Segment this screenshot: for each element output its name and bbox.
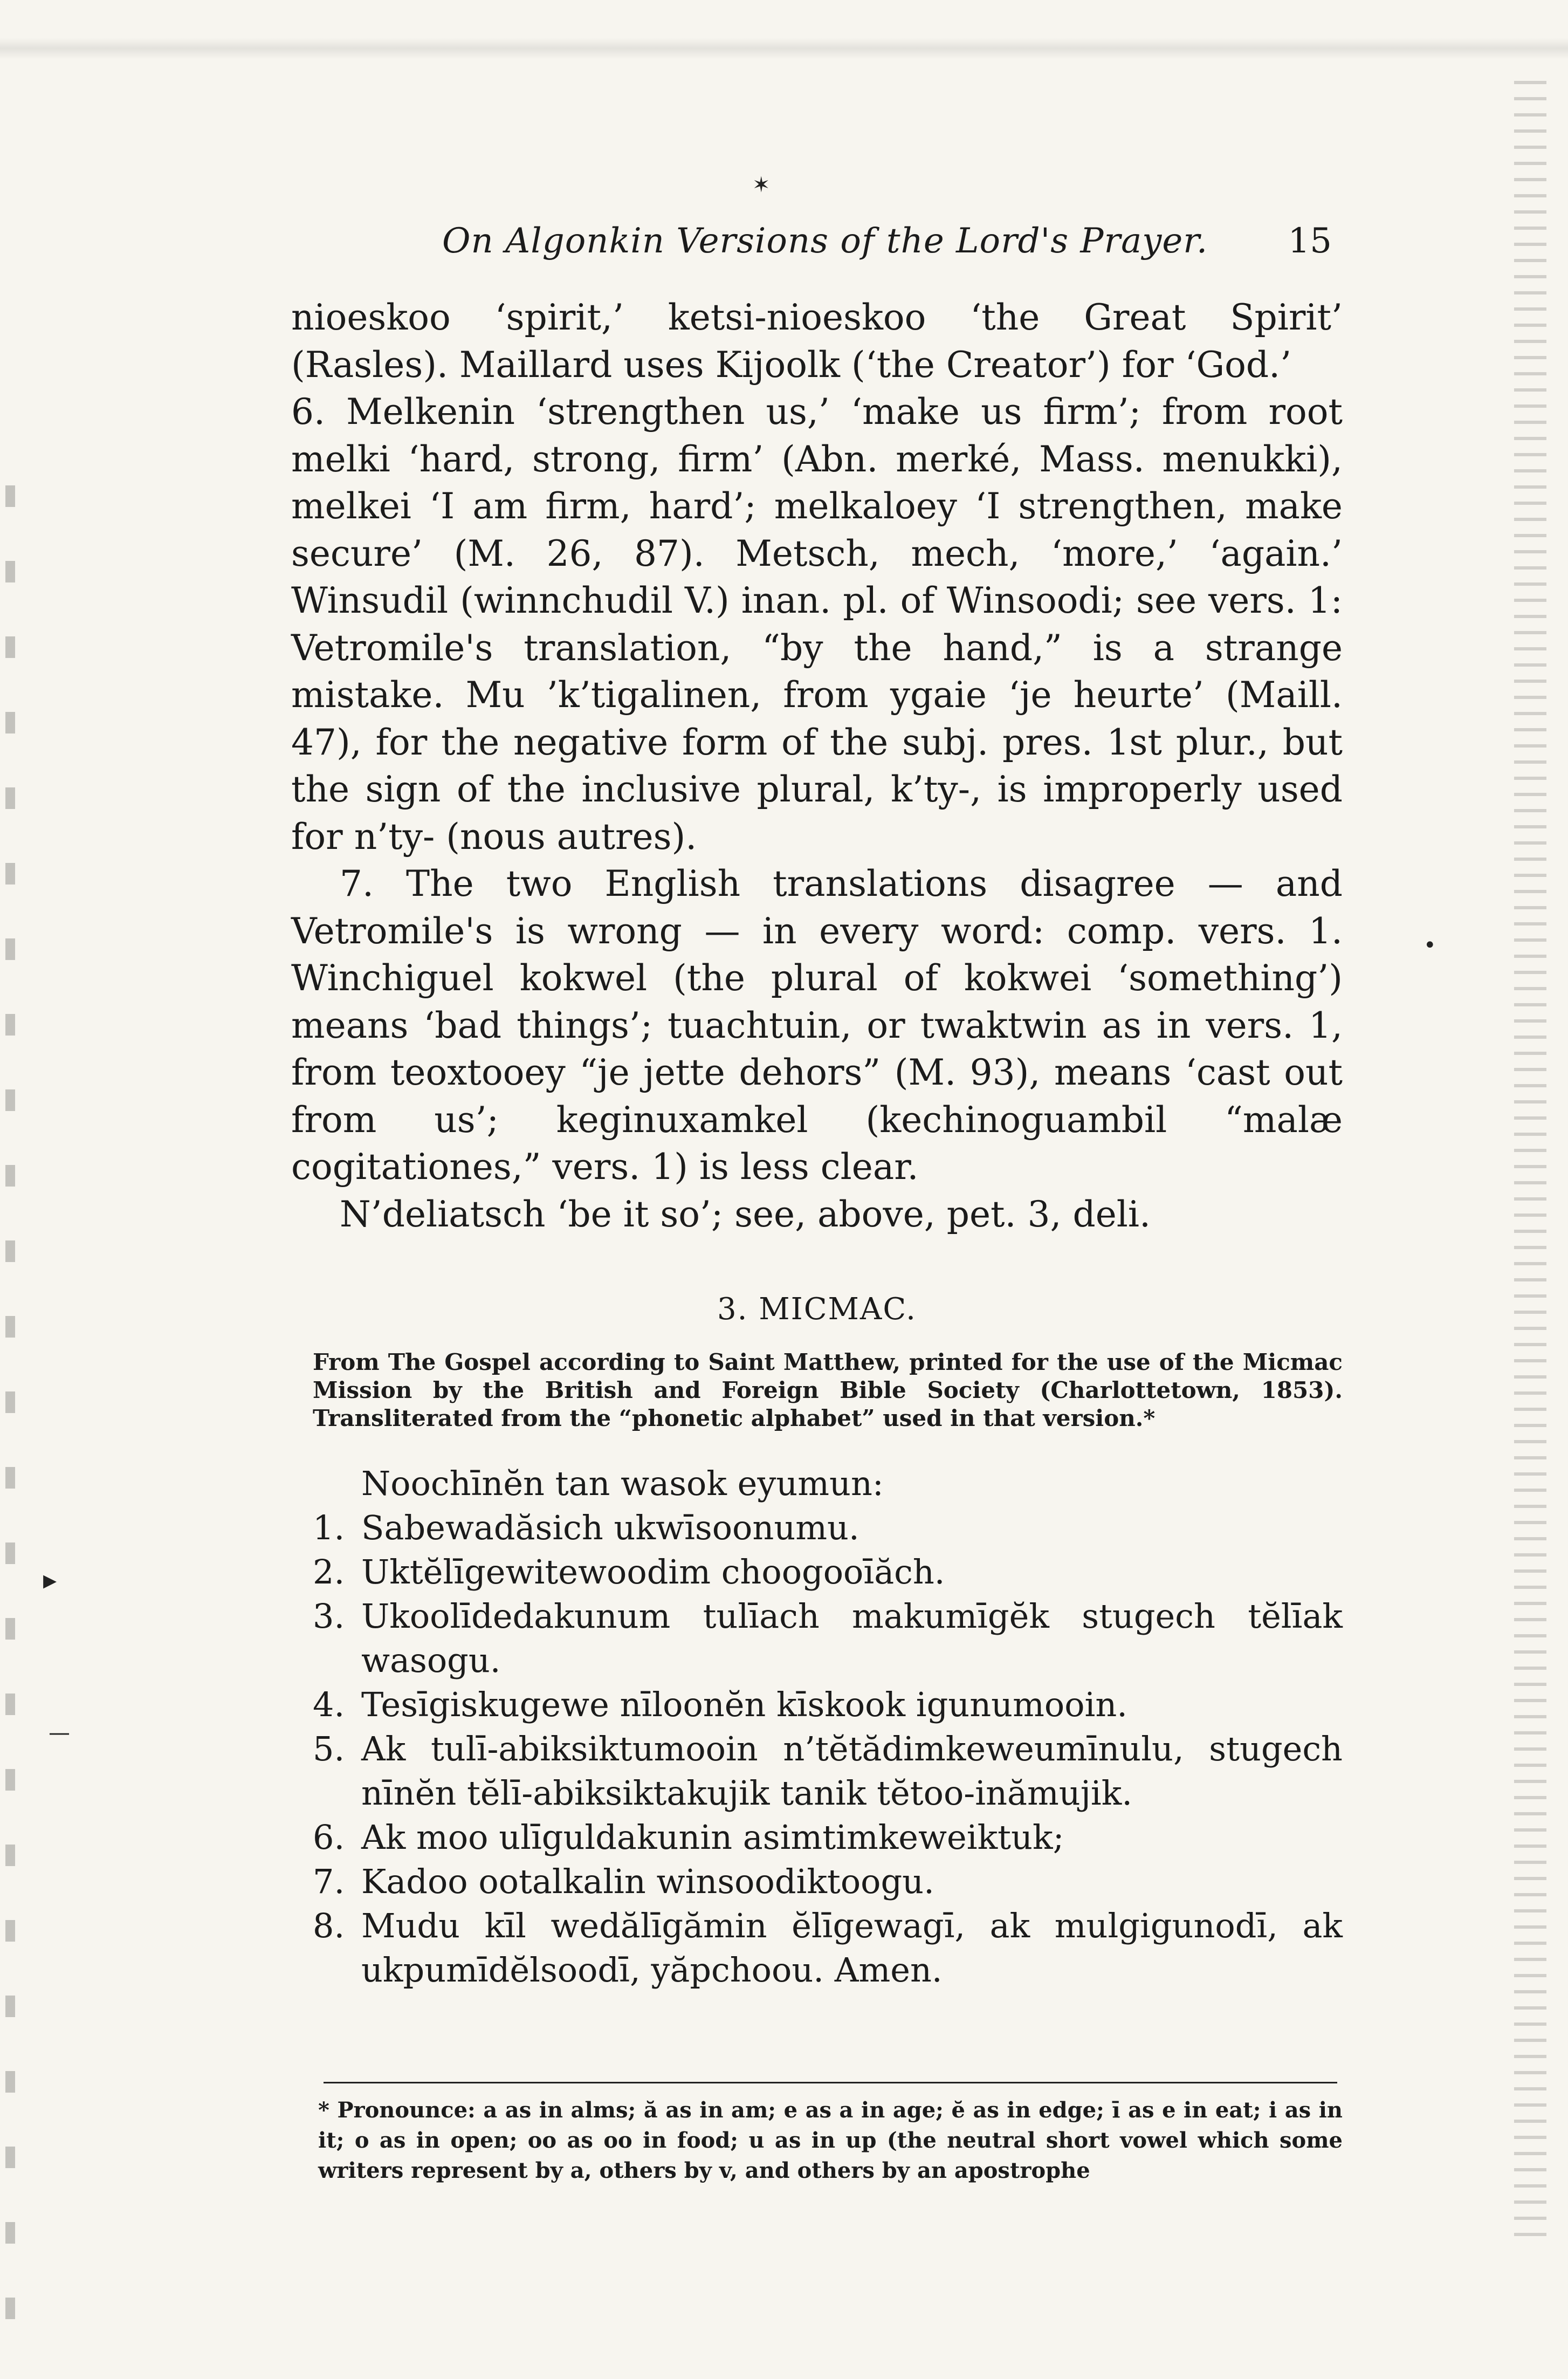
prayer-line-text: Ak tulī-abiksiktumooin n’tĕtădimkeweumīnulu, stugech nīnĕn tĕlī-abiksiktakujik tanik tĕtoo-inămujik. [361, 1729, 1343, 1813]
prayer-line-number: 8. [313, 1906, 345, 1945]
prayer-line-number: 7. [313, 1862, 345, 1901]
prayer-line-number: 6. [313, 1818, 345, 1857]
prayer-line-text: Uktĕlīgewitewoodim choogooīăch. [361, 1552, 945, 1592]
page-right-edge-shadow [1514, 81, 1546, 2238]
prayer-line-text: Mudu kīl wedălīgămin ĕlīgewagī, ak mulgigunodī, ak ukpumīdĕlsoodī, yăpchoou. Amen. [361, 1906, 1343, 1990]
prayer-line [313, 1815, 1343, 1860]
source-note: From The Gospel according to Saint Matthew, printed for the use of the Micmac Mission by the British and Foreign Bible Society (Charlottetown, 1853). Transliterated from the “phonetic alphabet” used in that version.* [313, 1349, 1343, 1431]
prayer-line-number: 1. [313, 1508, 345, 1547]
prayer-line-number: 3. [313, 1596, 345, 1636]
prayer-line-number: 2. [313, 1552, 345, 1592]
prayer-line [313, 1594, 1343, 1683]
prayer-line [313, 1860, 1343, 1904]
prayer-line-text: Tesīgiskugewe nīloonĕn kīskook igunumooin. [361, 1685, 1128, 1724]
page-top-edge-shadow [0, 38, 1568, 59]
prayer-line-number: 5. [313, 1729, 345, 1768]
page-left-edge-shadow [5, 485, 15, 2319]
prayer-line-text: Kadoo ootalkalin winsoodiktoogu. [361, 1862, 934, 1901]
prayer-line-text: Sabewadăsich ukwīsoonumu. [361, 1508, 859, 1547]
running-title: On Algonkin Versions of the Lord's Prayer. [442, 221, 1208, 261]
footnote-rule [324, 2082, 1337, 2083]
footnote: * Pronounce: a as in alms; ă as in am; e as a in age; ĕ as in edge; ī as e in eat; i as in it; o as in open; oo as oo in food; u as in up (the neutral short vowel which some writers represent by a, others by v, and others by an apostrophe [318, 2097, 1343, 2183]
body-text [291, 294, 1343, 1238]
prayer-line-text: Ukoolīdedakunum tulīach makumīgĕk stugech tĕlīak wasogu. [361, 1596, 1343, 1680]
ink-mark: ✶ [752, 173, 771, 197]
prayer-line [313, 1550, 1343, 1594]
prayer-line [313, 1727, 1343, 1815]
prayer-text [313, 1462, 1343, 1992]
paragraph-spirit: nioeskoo ‘spirit,’ ketsi-nioeskoo ‘the Great Spirit’ (Rasles). Maillard uses Kijoolk (‘the Creator’) for ‘God.’ [291, 297, 1343, 386]
page-header [442, 221, 1332, 270]
ink-mark: • [1423, 933, 1436, 958]
section-title: 3. MICMAC. [717, 1292, 917, 1327]
paragraph-deliatsch: N’deliatsch ‘be it so’; see, above, pet. 3, deli. [340, 1193, 1151, 1235]
prayer-line [313, 1683, 1343, 1727]
ink-mark: — [49, 1720, 70, 1745]
prayer-line-text: Ak moo ulīguldakunin asimtimkeweiktuk; [361, 1818, 1064, 1857]
page-number: 15 [1288, 221, 1332, 261]
paragraph-7: 7. The two English translations disagree — and Vetromile's is wrong — in every word: comp. vers. 1. Winchiguel kokwel (the plural of kokwei ‘something’) means ‘bad things’; tuachtuin, or twaktwin as in vers. 1, from teoxtooey “je jette dehors” (M. 93), means ‘cast out from us’; keginuxamkel (kechinoguambil “malæ cogitationes,” vers. 1) is less clear. [291, 863, 1343, 1188]
ink-mark: ▸ [43, 1564, 57, 1595]
prayer-line [313, 1904, 1343, 1992]
prayer-line-number: 4. [313, 1685, 345, 1724]
prayer-line [313, 1506, 1343, 1550]
prayer-opening: Noochīnĕn tan wasok eyumun: [361, 1464, 884, 1503]
paragraph-6: 6. Melkenin ‘strengthen us,’ ‘make us firm’; from root melki ‘hard, strong, firm’ (Abn. merké, Mass. menukki), melkei ‘I am firm, hard’; melkaloey ‘I strengthen, make secure’ (M. 26, 87). Metsch, mech, ‘more,’ ‘again.’ Winsudil (winnchudil V.) inan. pl. of Winsoodi; see vers. 1: Vetromile's translation, “by the hand,” is a strange mistake. Mu ’k’tigalinen, from ygaie ‘je heurte’ (Maill. 47), for the negative form of the subj. pres. 1st plur., but the sign of the inclusive plural, k’ty-, is improperly used for n’ty- (nous autres). [291, 391, 1343, 858]
